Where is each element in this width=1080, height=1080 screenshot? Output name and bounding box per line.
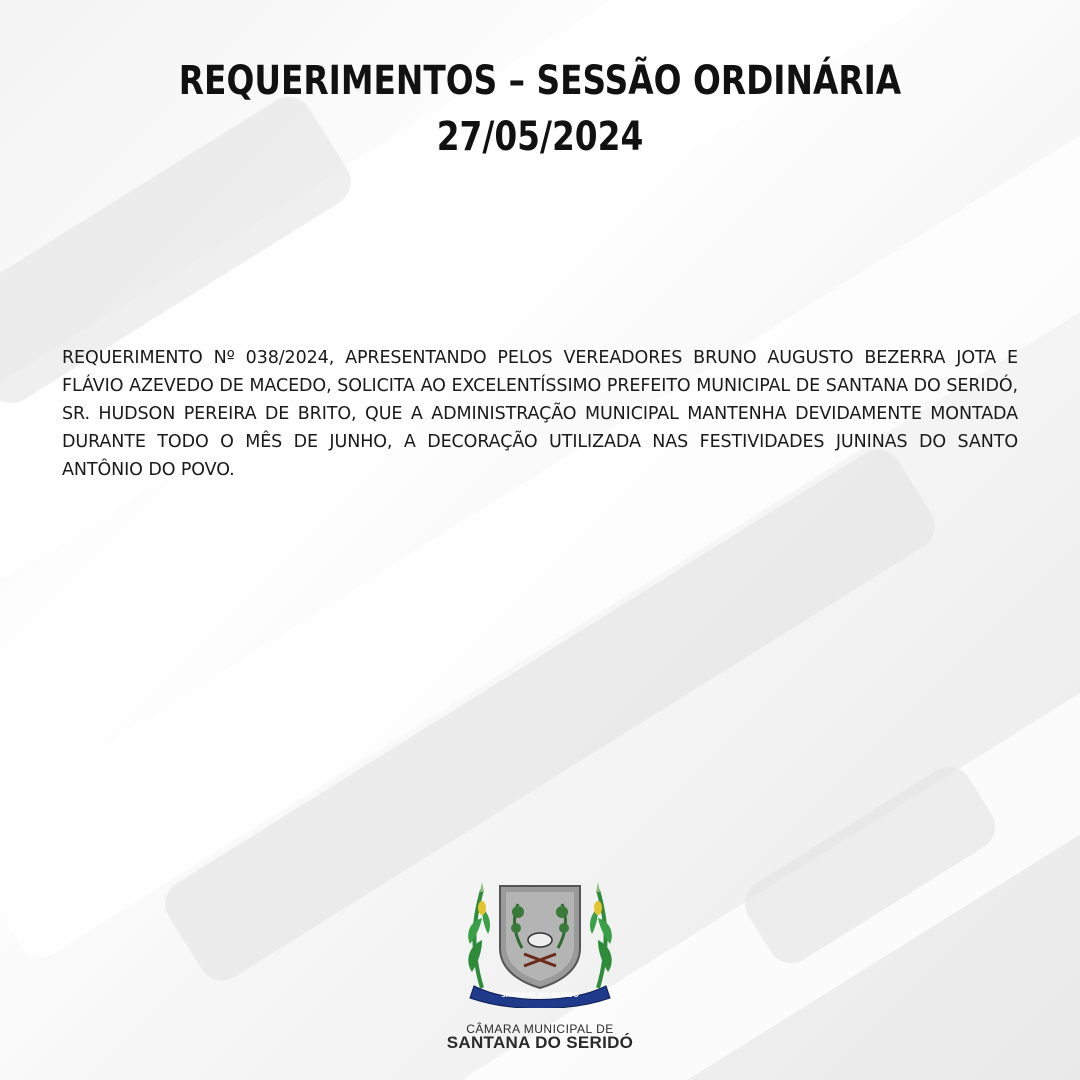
requirement-paragraph: REQUERIMENTO Nº 038/2024, APRESENTANDO PELOS VEREADORES BRUNO AUGUSTO BEZERRA JOTA E FLÁVIO AZEVEDO DE MACEDO, SOLICITA AO EXCELENTÍSSIMO PREFEITO MUNICIPAL DE SANTANA DO SERIDÓ, SR. HUDSON PEREIRA DE BRITO, QUE A ADMINISTRAÇÃO MUNICIPAL MANTENHA DEVIDAMENTE MONTADA DURANTE TODO O MÊS DE JUNHO, A DECORAÇÃO UTILIZADA NAS FESTIVIDADES JUNINAS DO SANTO ANTÔNIO DO POVO. (62, 348, 1018, 480)
emblem-banner-text: SANTANA DO SERIDÓ (501, 991, 579, 999)
session-date: 27/05/2024 (436, 114, 644, 160)
coat-of-arms-graphic (460, 878, 620, 1008)
page-title: REQUERIMENTOS – SESSÃO ORDINÁRIA (178, 58, 902, 104)
org-name-line1: CÂMARA MUNICIPAL DE (466, 1022, 614, 1036)
org-name-line2: SANTANA DO SERIDÓ (446, 1033, 634, 1052)
municipal-coat-of-arms-icon (460, 878, 620, 1008)
